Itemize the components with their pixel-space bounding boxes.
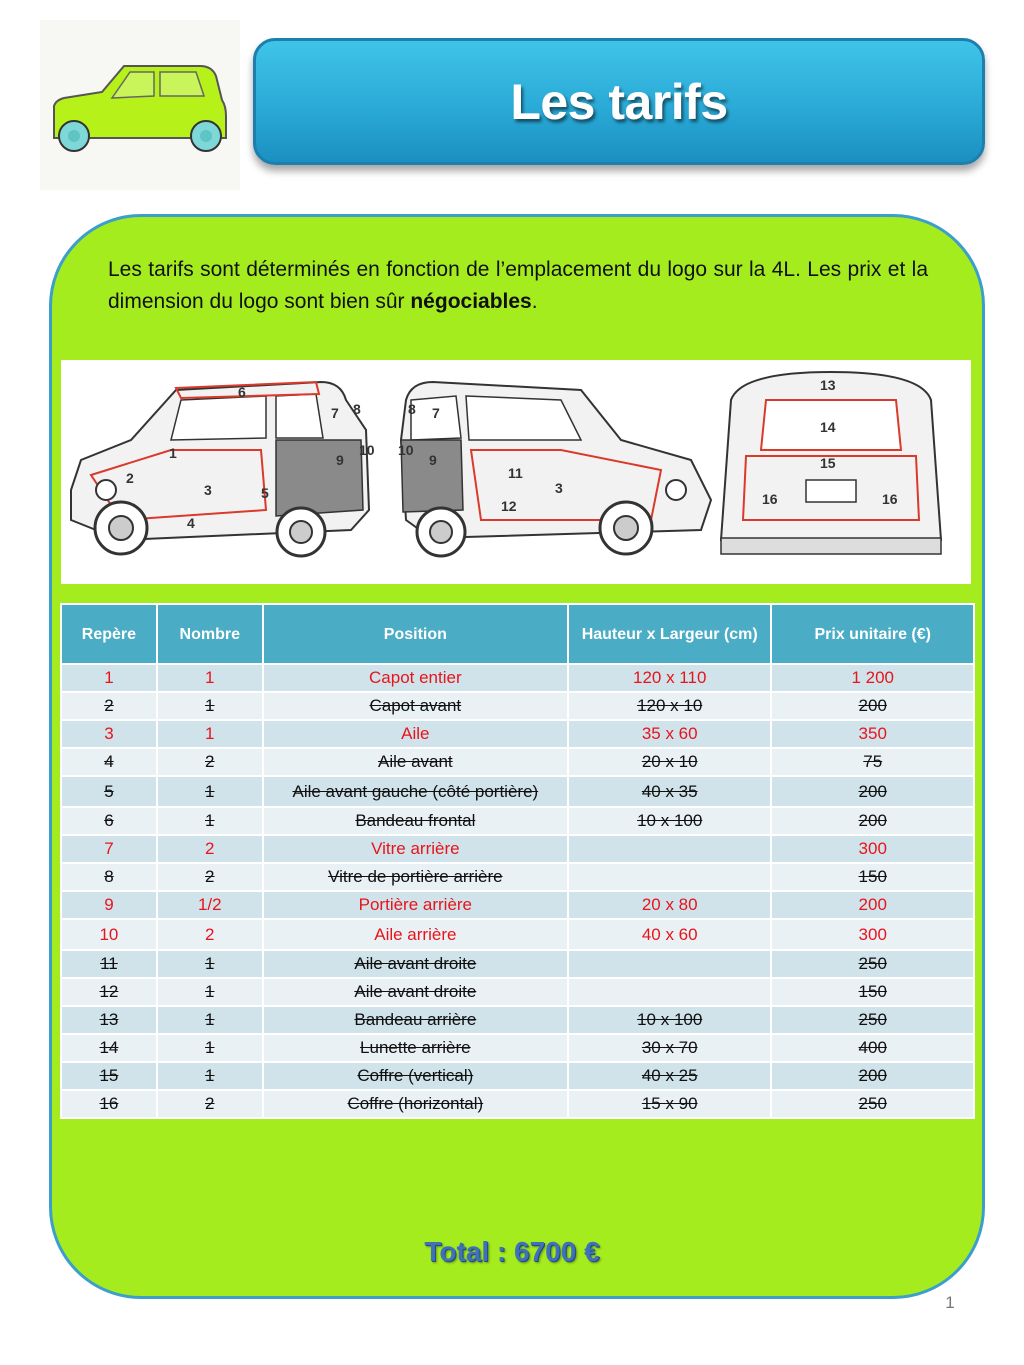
cell-dimensions: 30 x 70 bbox=[641, 1038, 698, 1057]
cell-position: Aile bbox=[401, 724, 430, 743]
cell-repere: 9 bbox=[104, 895, 114, 914]
table-row bbox=[61, 891, 974, 919]
cell-position: Lunette arrière bbox=[360, 1038, 471, 1057]
cell-repere: 2 bbox=[104, 696, 114, 715]
cell-nombre: 2 bbox=[205, 924, 215, 944]
cell-nombre: 1 bbox=[205, 1038, 215, 1057]
cell-prix: 300 bbox=[858, 839, 887, 858]
marker-5: 5 bbox=[261, 485, 269, 501]
intro-bold: négociables bbox=[410, 290, 532, 313]
cell-repere: 10 bbox=[99, 924, 119, 944]
cell-prix: 200 bbox=[858, 895, 887, 914]
marker-16-left: 16 bbox=[762, 491, 778, 507]
cell-prix: 200 bbox=[858, 1066, 887, 1085]
cell-position: Capot avant bbox=[369, 696, 462, 715]
col-header-prix: Prix unitaire (€) bbox=[771, 604, 974, 664]
car-front-right-illustration bbox=[401, 382, 711, 556]
marker-14: 14 bbox=[820, 419, 836, 435]
cell-dimensions: 120 x 110 bbox=[633, 668, 707, 687]
table-row bbox=[61, 776, 974, 807]
cell-prix: 250 bbox=[858, 1010, 887, 1029]
intro-paragraph bbox=[108, 254, 928, 318]
cell-dimensions: 20 x 80 bbox=[641, 895, 698, 914]
cell-dimensions: 40 x 60 bbox=[641, 924, 698, 944]
marker-10b: 10 bbox=[398, 442, 414, 458]
cell-position: Vitre arrière bbox=[371, 839, 460, 858]
cell-nombre: 2 bbox=[205, 1094, 215, 1113]
cell-prix: 1 200 bbox=[851, 668, 894, 687]
marker-9: 9 bbox=[336, 452, 344, 468]
cell-dimensions: 20 x 10 bbox=[641, 752, 698, 771]
cell-nombre: 1/2 bbox=[197, 895, 222, 914]
cell-nombre: 2 bbox=[205, 839, 215, 858]
cell-position: Vitre de portière arrière bbox=[328, 867, 503, 886]
cell-dimensions: 40 x 35 bbox=[641, 781, 698, 801]
table-header-row bbox=[61, 604, 974, 664]
cell-repere: 1 bbox=[104, 668, 114, 687]
col-header-nombre: Nombre bbox=[157, 604, 263, 664]
cell-nombre: 1 bbox=[205, 668, 215, 687]
marker-10: 10 bbox=[359, 442, 375, 458]
marker-4: 4 bbox=[187, 515, 195, 531]
cell-prix: 200 bbox=[858, 781, 887, 801]
cell-prix: 350 bbox=[858, 724, 887, 743]
col-header-repere: Repère bbox=[61, 604, 157, 664]
table-row bbox=[61, 692, 974, 720]
col-header-dimensions: Hauteur x Largeur (cm) bbox=[568, 604, 772, 664]
col-header-position: Position bbox=[263, 604, 568, 664]
cell-position: Aile avant bbox=[378, 752, 453, 771]
car-logo bbox=[40, 20, 240, 190]
cell-nombre: 1 bbox=[205, 1010, 215, 1029]
cell-prix: 200 bbox=[858, 811, 887, 830]
cell-position: Aile avant gauche (côté portière) bbox=[292, 781, 539, 801]
cell-repere: 3 bbox=[104, 724, 114, 743]
marker-6: 6 bbox=[238, 384, 246, 400]
cell-repere: 14 bbox=[99, 1038, 119, 1057]
table-row bbox=[61, 720, 974, 748]
cell-position: Aile arrière bbox=[374, 924, 457, 944]
table-row bbox=[61, 1034, 974, 1062]
intro-end: . bbox=[531, 290, 538, 313]
table-row bbox=[61, 919, 974, 950]
marker-2: 2 bbox=[126, 470, 134, 486]
table-row bbox=[61, 835, 974, 863]
cell-nombre: 2 bbox=[205, 752, 215, 771]
cell-dimensions: 10 x 100 bbox=[637, 811, 703, 830]
cell-nombre: 1 bbox=[205, 954, 215, 973]
car-zones-diagram bbox=[61, 360, 971, 584]
cell-position: Capot entier bbox=[369, 668, 462, 687]
cell-nombre: 1 bbox=[205, 724, 215, 743]
marker-3b: 3 bbox=[555, 480, 563, 496]
cell-prix: 300 bbox=[858, 924, 887, 944]
cell-position: Portière arrière bbox=[358, 895, 473, 914]
cell-repere: 11 bbox=[100, 954, 118, 973]
cell-repere: 4 bbox=[104, 752, 114, 771]
cell-position: Bandeau frontal bbox=[355, 811, 476, 830]
marker-7b: 7 bbox=[432, 405, 440, 421]
page-title: Les tarifs bbox=[510, 73, 728, 130]
marker-16-right: 16 bbox=[882, 491, 898, 507]
cell-dimensions: 40 x 25 bbox=[641, 1066, 698, 1085]
cell-prix: 150 bbox=[858, 867, 887, 886]
cell-repere: 6 bbox=[104, 811, 114, 830]
marker-12: 12 bbox=[501, 498, 517, 514]
cell-prix: 150 bbox=[858, 982, 887, 1001]
intro-text: Les tarifs sont déterminés en fonction de l’emplacement du logo sur la 4L. Les prix et la dimension du logo sont bien sûr bbox=[108, 258, 928, 313]
pricing-table bbox=[60, 603, 975, 1119]
marker-8: 8 bbox=[353, 401, 361, 417]
cell-dimensions: 15 x 90 bbox=[641, 1094, 698, 1113]
table-row bbox=[61, 807, 974, 835]
marker-11: 11 bbox=[508, 465, 523, 481]
cell-nombre: 1 bbox=[205, 1066, 215, 1085]
cell-nombre: 2 bbox=[205, 867, 215, 886]
marker-8b: 8 bbox=[408, 401, 416, 417]
page-number: 1 bbox=[945, 1293, 955, 1312]
car-front-left-illustration bbox=[71, 382, 369, 556]
cell-prix: 400 bbox=[858, 1038, 887, 1057]
cell-repere: 16 bbox=[99, 1094, 119, 1113]
table-row bbox=[61, 1090, 974, 1118]
cell-repere: 13 bbox=[99, 1010, 119, 1029]
table-row bbox=[61, 1006, 974, 1034]
cell-position: Coffre (vertical) bbox=[357, 1066, 474, 1085]
cell-dimensions: 35 x 60 bbox=[641, 724, 698, 743]
cell-position: Aile avant droite bbox=[354, 954, 477, 973]
cell-nombre: 1 bbox=[205, 982, 215, 1001]
cell-nombre: 1 bbox=[205, 696, 215, 715]
cell-repere: 8 bbox=[104, 867, 114, 886]
cell-repere: 7 bbox=[104, 839, 114, 858]
cell-position: Bandeau arrière bbox=[354, 1010, 477, 1029]
marker-15: 15 bbox=[820, 455, 836, 471]
cell-prix: 250 bbox=[858, 954, 887, 973]
table-row bbox=[61, 863, 974, 891]
cell-prix: 250 bbox=[858, 1094, 887, 1113]
cell-position: Aile avant droite bbox=[354, 982, 477, 1001]
table-row bbox=[61, 748, 974, 776]
cell-dimensions: 120 x 10 bbox=[637, 696, 703, 715]
marker-13: 13 bbox=[820, 377, 836, 393]
table-row bbox=[61, 1062, 974, 1090]
cell-nombre: 1 bbox=[205, 781, 215, 801]
title-banner bbox=[253, 38, 985, 165]
cell-dimensions: 10 x 100 bbox=[637, 1010, 703, 1029]
cell-prix: 200 bbox=[858, 696, 887, 715]
table-row bbox=[61, 950, 974, 978]
marker-7: 7 bbox=[331, 405, 339, 421]
table-row bbox=[61, 978, 974, 1006]
cell-repere: 15 bbox=[99, 1066, 119, 1085]
table-row bbox=[61, 664, 974, 692]
cell-repere: 12 bbox=[99, 982, 119, 1001]
cell-prix: 75 bbox=[863, 752, 883, 771]
cell-position: Coffre (horizontal) bbox=[347, 1094, 484, 1113]
cell-repere: 5 bbox=[104, 781, 114, 801]
cell-nombre: 1 bbox=[205, 811, 215, 830]
marker-3: 3 bbox=[204, 482, 212, 498]
marker-9b: 9 bbox=[429, 452, 437, 468]
total-amount: Total : 6700 € bbox=[424, 1236, 600, 1267]
marker-1: 1 bbox=[169, 445, 177, 461]
